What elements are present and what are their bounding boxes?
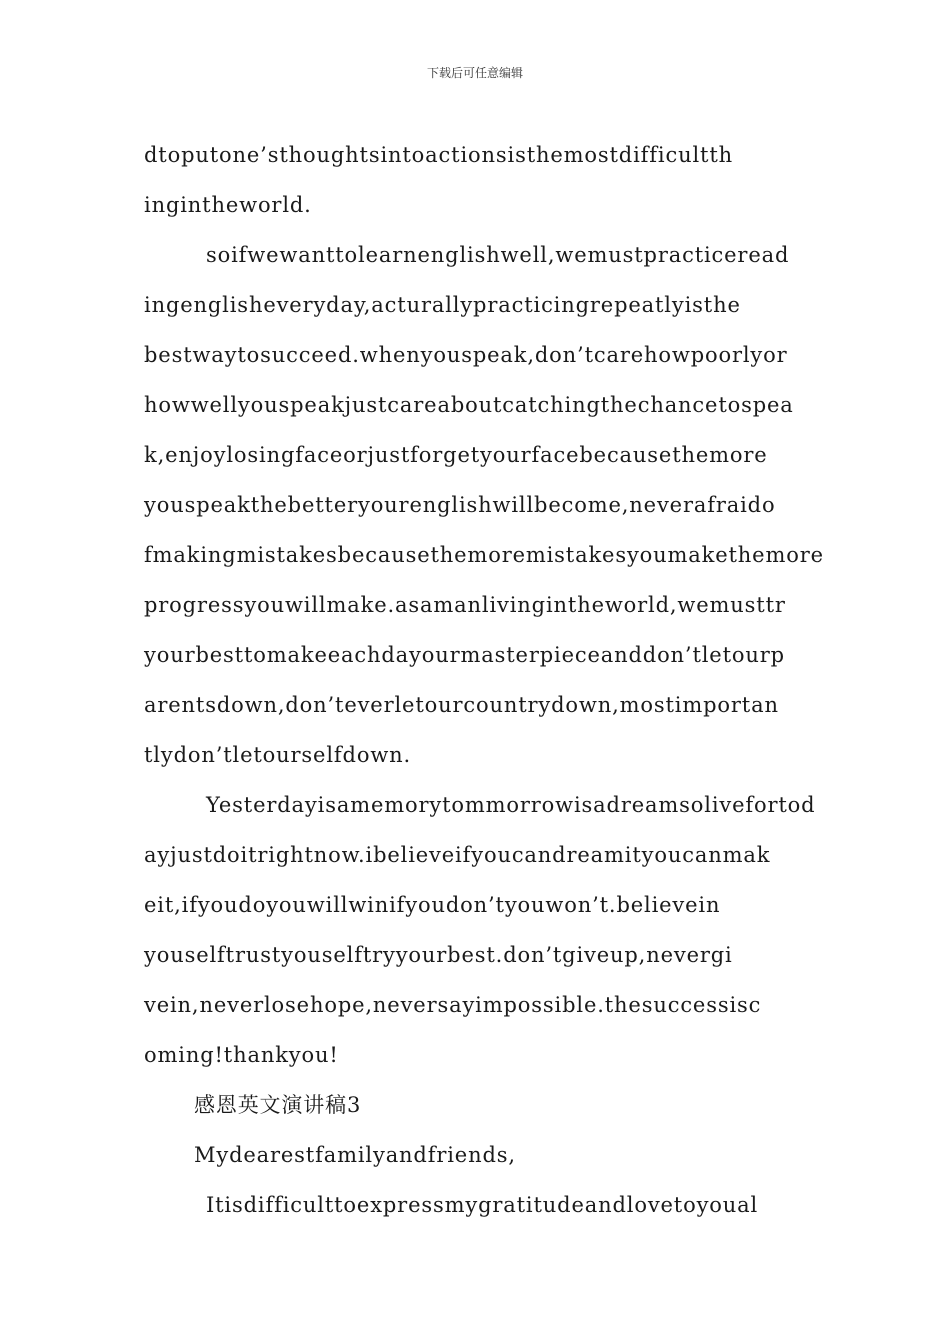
salutation: Mydearestfamilyandfriends,: [194, 1143, 516, 1167]
text-line: bestwaytosucceed.whenyouspeak,don’tcarehowpoorlyor: [144, 343, 788, 367]
text-line: Itisdifficulttoexpressmygratitudeandlovetoyoual: [206, 1193, 759, 1217]
text-line: progressyouwillmake.asamanlivingintheworld,wemusttr: [144, 593, 786, 617]
text-line: yourbesttomakeeachdayourmasterpieceanddon’tletourp: [144, 643, 785, 667]
text-line: soifwewanttolearnenglishwell,wemustpracticeread: [206, 243, 790, 267]
text-line: dtoputone’sthoughtsintoactionsisthemostdifficultth: [144, 143, 733, 167]
text-line: howwellyouspeakjustcareaboutcatchingthechancetospea: [144, 393, 794, 417]
page-header: 下载后可任意编辑: [426, 66, 523, 80]
text-line: fmakingmistakesbecausethemoremistakesyoumakethemore: [144, 543, 824, 567]
paragraph-practice: [144, 230, 824, 780]
document-body: [144, 130, 824, 1230]
text-line: tlydon’tletourselfdown.: [144, 743, 412, 767]
text-line: eit,ifyoudoyouwillwinifyoudon’tyouwon’t.believein: [144, 893, 721, 917]
text-line: k,enjoylosingfaceorjustforgetyourfacebecausethemore: [144, 443, 768, 467]
paragraph-continuation: [144, 130, 808, 230]
paragraph-gratitude: [144, 1180, 808, 1230]
text-line: ayjustdoitrightnow.ibelieveifyoucandreamityoucanmak: [144, 843, 771, 867]
text-line: arentsdown,don’teverletourcountrydown,mostimportan: [144, 693, 779, 717]
text-line: Yesterdayisamemorytommorrowisadreamsolivefortod: [206, 793, 816, 817]
paragraph-yesterday: [144, 780, 816, 1080]
text-line: ingintheworld.: [144, 193, 312, 217]
text-line: youselftrustyouselftryyourbest.don’tgiveup,nevergi: [144, 943, 733, 967]
text-line: ingenglisheveryday,acturallypracticingrepeatlyisthe: [144, 293, 741, 317]
text-line: vein,neverlosehope,neversayimpossible.thesuccessisc: [144, 993, 762, 1017]
section-heading: 感恩英文演讲稿3: [194, 1093, 362, 1117]
text-line: oming!thankyou!: [144, 1043, 339, 1067]
text-line: youspeakthebetteryourenglishwillbecome,neverafraido: [144, 493, 776, 517]
